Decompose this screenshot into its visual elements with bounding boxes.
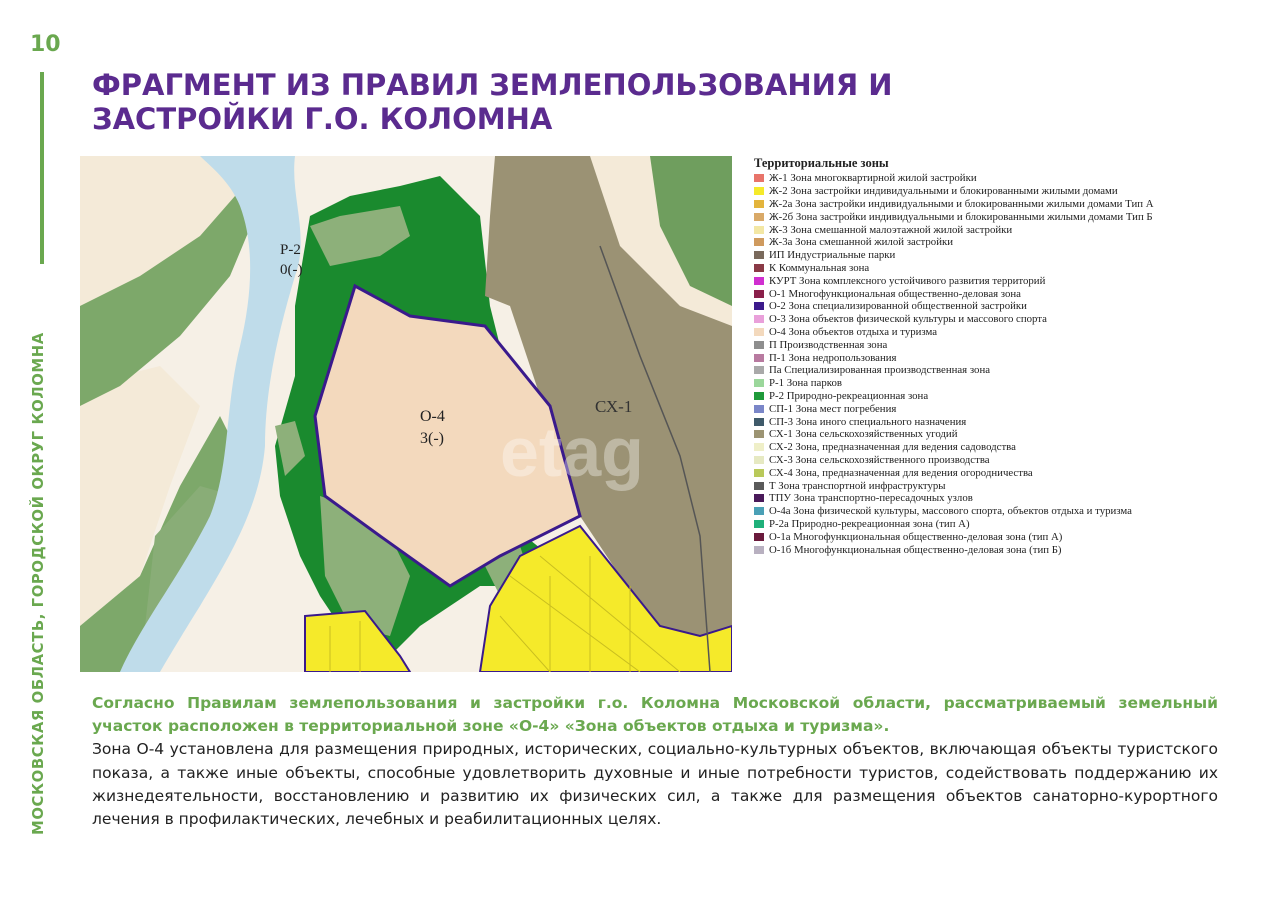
page-title-line-1: ФРАГМЕНТ ИЗ ПРАВИЛ ЗЕМЛЕПОЛЬЗОВАНИЯ И	[92, 68, 893, 102]
accent-bar	[40, 72, 44, 264]
legend-label: Р-2 Природно-рекреационная зона	[769, 389, 929, 402]
legend-item	[754, 338, 1254, 351]
legend-label: Па Специализированная производственная зона	[769, 364, 991, 377]
legend-label: О-1б Многофункциональная общественно-деловая зона (тип Б)	[769, 543, 1062, 556]
legend-item	[754, 223, 1254, 236]
legend-item	[754, 530, 1254, 543]
legend-swatch	[754, 187, 764, 195]
watermark: etag	[500, 413, 644, 491]
legend-label: К Коммунальная зона	[769, 261, 870, 274]
legend-title: Территориальные зоны	[754, 156, 889, 170]
legend-item	[754, 377, 1254, 390]
legend-label: П Производственная зона	[769, 338, 888, 351]
legend-item	[754, 172, 1254, 185]
legend-label: Ж-3а Зона смешанной жилой застройки	[769, 236, 953, 249]
legend-item	[754, 274, 1254, 287]
description-lead: Согласно Правилам землепользования и застройки г.о. Коломна Московской области, рассматриваемый земельный участок расположен в территориальной зоне «О-4» «Зона объектов отдыха и туризма».	[92, 694, 1218, 736]
legend-item	[754, 428, 1254, 441]
legend-label: СП-3 Зона иного специального назначения	[769, 415, 967, 428]
legend-label: О-3 Зона объектов физической культуры и массового спорта	[769, 313, 1047, 326]
legend-swatch	[754, 251, 764, 259]
legend-label: Ж-2б Зона застройки индивидуальными и блокированными жилыми домами Тип Б	[769, 210, 1153, 223]
label-o4-sub: 3(-)	[420, 430, 444, 447]
legend-label: КУРТ Зона комплексного устойчивого развития территорий	[769, 274, 1046, 287]
label-cx1: СХ-1	[595, 397, 633, 416]
legend-swatch	[754, 277, 764, 285]
legend-swatch	[754, 354, 764, 362]
legend-label: О-4а Зона физической культуры, массового спорта, объектов отдыха и туризма	[769, 505, 1132, 518]
legend-item	[754, 313, 1254, 326]
description-body: Зона О-4 установлена для размещения природных, исторических, социально-культурных объектов, включающая объекты туристского показа, а также иные объекты, способные удовлетворить духовные и иные потребности туристов, содействовать поддержанию их жизнедеятельности, восстановлению и развитию их физических сил, а также для размещения объектов санаторно-курортного лечения в профилактических, лечебных и реабилитационных целях.	[92, 740, 1218, 829]
legend-swatch	[754, 213, 764, 221]
legend-swatch	[754, 238, 764, 246]
label-o4: О-4	[420, 408, 445, 425]
legend-item	[754, 326, 1254, 339]
legend-swatch	[754, 520, 764, 528]
legend-swatch	[754, 443, 764, 451]
legend-label: О-4 Зона объектов отдыха и туризма	[769, 325, 938, 338]
legend-item	[754, 479, 1254, 492]
legend-label: Р-1 Зона парков	[769, 377, 842, 390]
legend-item	[754, 198, 1254, 211]
legend-swatch	[754, 494, 764, 502]
legend-item	[754, 441, 1254, 454]
legend-item	[754, 518, 1254, 531]
legend-swatch	[754, 430, 764, 438]
legend-swatch	[754, 341, 764, 349]
legend-label: Ж-3 Зона смешанной малоэтажной жилой застройки	[769, 223, 1013, 236]
legend-label: Т Зона транспортной инфраструктуры	[769, 479, 946, 492]
legend-item	[754, 415, 1254, 428]
legend-label: СХ-1 Зона сельскохозяйственных угодий	[769, 428, 958, 441]
sidebar-region-label: МОСКОВСКАЯ ОБЛАСТЬ, ГОРОДСКОЙ ОКРУГ КОЛОМНА	[30, 332, 47, 835]
legend-item	[754, 390, 1254, 403]
legend-swatch	[754, 405, 764, 413]
legend-swatch	[754, 315, 764, 323]
legend-swatch	[754, 456, 764, 464]
legend-label: СХ-2 Зона, предназначенная для ведения садоводства	[769, 441, 1016, 454]
label-r2-sub: 0(-)	[280, 262, 303, 278]
description	[92, 692, 1218, 831]
legend-swatch	[754, 469, 764, 477]
map-legend	[754, 156, 1254, 556]
page-title	[92, 68, 992, 136]
legend-label: О-1 Многофункциональная общественно-деловая зона	[769, 287, 1021, 300]
legend-swatch	[754, 226, 764, 234]
legend-item	[754, 543, 1254, 556]
page-number: 10	[30, 32, 61, 57]
legend-item	[754, 351, 1254, 364]
legend-swatch	[754, 379, 764, 387]
legend-label: Ж-1 Зона многоквартирной жилой застройки	[769, 172, 977, 185]
legend-swatch	[754, 302, 764, 310]
legend-item	[754, 402, 1254, 415]
legend-swatch	[754, 366, 764, 374]
legend-swatch	[754, 533, 764, 541]
legend-label: П-1 Зона недропользования	[769, 351, 897, 364]
legend-label: СП-1 Зона мест погребения	[769, 402, 897, 415]
legend-item	[754, 210, 1254, 223]
legend-label: СХ-4 Зона, предназначенная для ведения огородничества	[769, 466, 1033, 479]
legend-swatch	[754, 482, 764, 490]
legend-item	[754, 454, 1254, 467]
legend-swatch	[754, 546, 764, 554]
legend-swatch	[754, 290, 764, 298]
legend-swatch	[754, 392, 764, 400]
page-title-line-2: ЗАСТРОЙКИ Г.О. КОЛОМНА	[92, 102, 553, 136]
legend-item	[754, 492, 1254, 505]
legend-label: Ж-2а Зона застройки индивидуальными и блокированными жилыми домами Тип А	[769, 197, 1154, 210]
legend-label: ИП Индустриальные парки	[769, 249, 896, 262]
legend-label: О-2 Зона специализированной общественной застройки	[769, 300, 1027, 313]
legend-item	[754, 466, 1254, 479]
legend-swatch	[754, 174, 764, 182]
legend-item	[754, 505, 1254, 518]
legend-swatch	[754, 507, 764, 515]
legend-label: Ж-2 Зона застройки индивидуальными и блокированными жилыми домами	[769, 185, 1118, 198]
zoning-map	[80, 156, 732, 672]
legend-item	[754, 287, 1254, 300]
legend-items	[754, 172, 1254, 556]
legend-swatch	[754, 264, 764, 272]
legend-item	[754, 300, 1254, 313]
legend-item	[754, 185, 1254, 198]
legend-label: Р-2а Природно-рекреационная зона (тип А)	[769, 517, 970, 530]
legend-item	[754, 364, 1254, 377]
legend-swatch	[754, 200, 764, 208]
label-r2: Р-2	[280, 242, 301, 258]
legend-label: СХ-3 Зона сельскохозяйственного производства	[769, 453, 990, 466]
legend-item	[754, 262, 1254, 275]
legend-item	[754, 249, 1254, 262]
legend-label: ТПУ Зона транспортно-пересадочных узлов	[769, 492, 973, 505]
legend-swatch	[754, 418, 764, 426]
legend-label: О-1а Многофункциональная общественно-деловая зона (тип А)	[769, 530, 1063, 543]
legend-swatch	[754, 328, 764, 336]
legend-item	[754, 236, 1254, 249]
